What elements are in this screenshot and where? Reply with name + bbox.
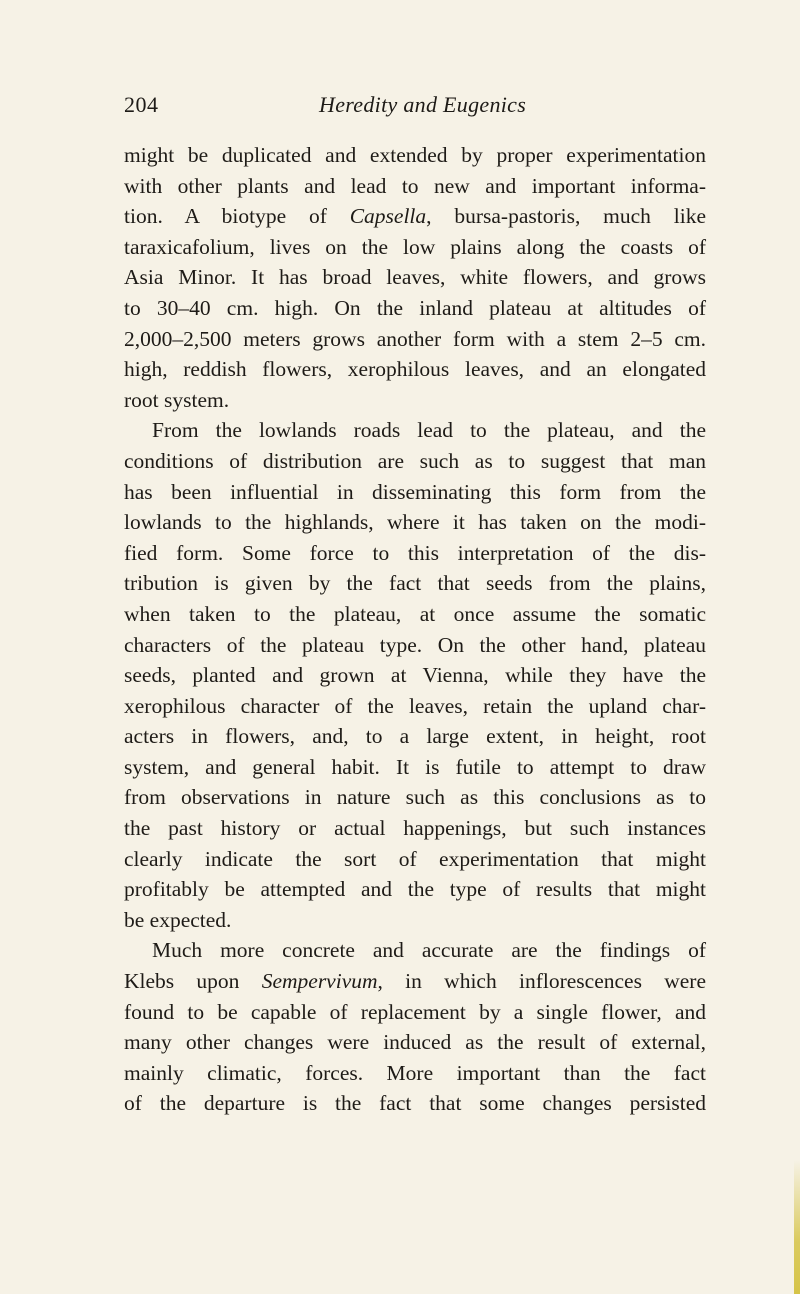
text-line: profitably be attempted and the type of results that might — [124, 877, 706, 902]
text-line: characters of the plateau type. On the other hand, plateau — [124, 632, 706, 657]
text-line: has been influential in disseminating this form from the — [124, 479, 706, 504]
page-number: 204 — [124, 92, 159, 117]
text-line: when taken to the plateau, at once assume the somatic — [124, 601, 706, 626]
text-line: xerophilous character of the leaves, retain the upland char- — [124, 693, 706, 718]
text-line: system, and general habit. It is futile to attempt to draw — [124, 754, 706, 779]
text-line: tribution is given by the fact that seeds from the plains, — [124, 571, 706, 596]
text-line: clearly indicate the sort of experimentation that might — [124, 846, 706, 871]
text-line-with-italic: Klebs upon Sempervivum, in which inflorescences were — [124, 969, 706, 994]
text-line: seeds, planted and grown at Vienna, while they have the — [124, 663, 706, 688]
italic-term-sempervivum: Sempervivum — [261, 969, 378, 994]
text-line: of the departure is the fact that some changes persisted — [124, 1091, 706, 1116]
text-line: mainly climatic, forces. More important than the fact — [124, 1060, 706, 1085]
text-line: From the lowlands roads lead to the plateau, and the — [152, 418, 706, 443]
running-head — [124, 92, 684, 124]
text-line: root system. — [124, 387, 230, 412]
text-line: with other plants and lead to new and important informa- — [124, 173, 706, 198]
text-line: be expected. — [124, 907, 232, 932]
page-edge-mark — [794, 1160, 800, 1294]
text-line: found to be capable of replacement by a single flower, and — [124, 999, 706, 1024]
text-line: Much more concrete and accurate are the findings of — [152, 938, 706, 963]
text-line: Asia Minor. It has broad leaves, white flowers, and grows — [124, 265, 706, 290]
text-line-with-italic: tion. A biotype of Capsella, bursa-pastoris, much like — [124, 204, 706, 229]
text-line: fied form. Some force to this interpretation of the dis- — [124, 540, 706, 565]
text-line: might be duplicated and extended by proper experimentation — [124, 143, 706, 167]
text-line: the past history or actual happenings, but such instances — [124, 816, 706, 841]
text-line: acters in flowers, and, to a large extent, in height, root — [124, 724, 706, 749]
italic-term-capsella: Capsella — [349, 204, 427, 229]
text-line: 2,000–2,500 meters grows another form with a stem 2–5 cm. — [124, 326, 706, 351]
text-line: high, reddish flowers, xerophilous leaves, and an elongated — [124, 357, 706, 382]
text-line: lowlands to the highlands, where it has taken on the modi- — [124, 510, 706, 535]
text-line: many other changes were induced as the result of external, — [124, 1030, 706, 1055]
running-title: Heredity and Eugenics — [319, 92, 527, 117]
text-line: taraxicafolium, lives on the low plains along the coasts of — [124, 234, 706, 259]
text-line: from observations in nature such as this conclusions as to — [124, 785, 706, 810]
body-text — [124, 140, 706, 1119]
text-line: to 30–40 cm. high. On the inland plateau at altitudes of — [124, 295, 706, 320]
text-line: conditions of distribution are such as to suggest that man — [124, 448, 706, 473]
